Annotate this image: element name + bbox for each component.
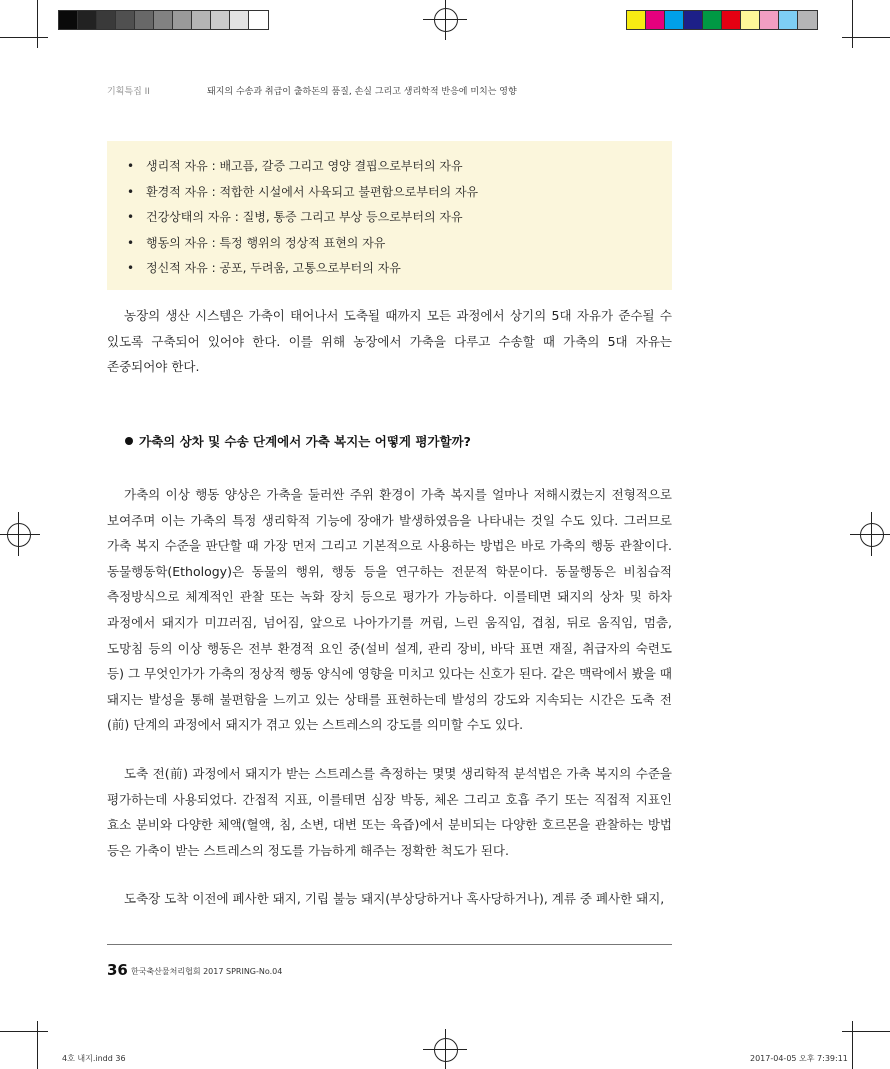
page-number: 36: [107, 961, 128, 979]
bullet-icon: •: [127, 159, 135, 173]
color-swatch: [154, 11, 173, 29]
section-heading: [125, 432, 471, 450]
list-item-text: 생리적 자유 : 배고픔, 갈증 그리고 영양 결핍으로부터의 자유: [146, 159, 463, 173]
color-swatch: [798, 11, 817, 29]
list-item-text: 건강상태의 자유 : 질병, 통증 그리고 부상 등으로부터의 자유: [146, 210, 463, 224]
color-swatch: [59, 11, 78, 29]
color-swatch: [779, 11, 798, 29]
color-swatch: [741, 11, 760, 29]
color-swatch: [665, 11, 684, 29]
bullet-icon: •: [127, 261, 135, 275]
registration-target-top: [434, 8, 458, 32]
color-swatch: [684, 11, 703, 29]
color-swatch: [116, 11, 135, 29]
crop-mark: [0, 1031, 48, 1032]
slug-timestamp: 2017-04-05 오후 7:39:11: [750, 1054, 848, 1063]
color-swatch: [78, 11, 97, 29]
grayscale-color-bar: [58, 10, 269, 30]
color-swatch: [760, 11, 779, 29]
five-freedoms-box: [107, 141, 672, 290]
list-item: [107, 231, 672, 257]
list-item: [107, 180, 672, 206]
color-swatch: [230, 11, 249, 29]
freedoms-list: [107, 141, 672, 282]
footer-divider: [107, 944, 672, 945]
registration-target-right: [860, 523, 884, 547]
paragraph-4: 도축장 도착 이전에 폐사한 돼지, 기립 불능 돼지(부상당하거나 혹사당하거나), 계류 중 폐사한 돼지,: [124, 891, 665, 906]
registration-target-bottom: [434, 1038, 458, 1062]
header-title: 돼지의 수송과 취급이 출하돈의 품질, 손실 그리고 생리학적 반응에 미치는 영향: [207, 87, 517, 97]
color-swatch: [135, 11, 154, 29]
section-heading-text: 가축의 상차 및 수송 단계에서 가축 복지는 어떻게 평가할까?: [139, 434, 471, 449]
paragraph-1: 농장의 생산 시스템은 가축이 태어나서 도축될 때까지 모든 과정에서 상기의 5대 자유가 준수될 수 있도록 구축되어 있어야 한다. 이를 위해 농장에서 가축을 다루고 수송할 때 가축의 5대 자유는 존중되어야 한다.: [107, 308, 672, 375]
header-section: 기획특집 II: [107, 87, 150, 97]
crop-mark: [842, 1031, 890, 1032]
bullet-icon: •: [127, 235, 135, 250]
crop-mark: [852, 1021, 853, 1069]
list-item: [107, 154, 672, 180]
bullet-icon: •: [127, 210, 135, 224]
list-item-text: 행동의 자유 : 특정 행위의 정상적 표현의 자유: [146, 235, 386, 250]
paragraph-3: 도축 전(前) 과정에서 돼지가 받는 스트레스를 측정하는 몇몇 생리학적 분석법은 가축 복지의 수준을 평가하는데 사용되었다. 간접적 지표, 이를테면 심장 박동, 체온 그리고 호흡 주기 또는 직접적 지표인 효소 분비와 다양한 체액(혈액, 침, 소변, 대변 또는 육즙)에서 분비되는 다양한 호르몬을 관찰하는 방법 등은 가축이 받는 스트레스의 정도를 가늠하게 해주는 정확한 척도가 된다.: [107, 766, 672, 858]
publication-name: 한국축산물처리협회 2017 SPRING-No.04: [131, 967, 283, 976]
color-swatch: [646, 11, 665, 29]
slug-file-name: 4호 내지.indd 36: [62, 1054, 126, 1063]
list-item: [107, 256, 672, 282]
crop-mark: [852, 0, 853, 48]
process-color-bar: [626, 10, 818, 30]
color-swatch: [173, 11, 192, 29]
crop-mark: [37, 0, 38, 48]
color-swatch: [192, 11, 211, 29]
list-item-text: 정신적 자유 : 공포, 두려움, 고통으로부터의 자유: [146, 261, 401, 275]
bullet-icon: •: [127, 184, 135, 199]
crop-mark: [842, 37, 890, 38]
paragraph-2: 가축의 이상 행동 양상은 가축을 둘러싼 주위 환경이 가축 복지를 얼마나 저해시켰는지 전형적으로 보여주며 이는 가축의 특정 생리학적 기능에 장애가 발생하였음을 나타내는 것일 수도 있다. 그러므로 가축 복지 수준을 판단할 때 가장 먼저 그리고 기본적으로 사용하는 방법은 바로 가축의 행동 관찰이다. 동물행동학(Ethology)은 동물의 행위, 행동 등을 연구하는 전문적 학문이다. 동물행동은 비침습적 측정방식으로 체계적인 관찰 또는 녹화 장치 등으로 평가가 가능하다. 이를테면 돼지의 상차 및 하차 과정에서 돼지가 미끄러짐, 넘어짐, 앞으로 나아가기를 꺼림, 느린 움직임, 겹침, 뒤로 움직임, 멈춤, 도망침 등의 이상 행동은 전부 환경적 요인 중(설비 설계, 관리 장비, 바닥 표면 재질, 취급자의 숙련도 등) 그 무엇인가가 가축의 정상적 행동 양식에 영향을 미치고 있다는 신호가 된다. 같은 맥락에서 봤을 때 돼지는 발성을 통해 불편함을 느끼고 있는 상태를 표현하는데 발성의 강도와 지속되는 시간은 도축 전(前) 단계의 과정에서 돼지가 겪고 있는 스트레스의 강도를 의미할 수도 있다.: [107, 487, 672, 733]
color-swatch: [211, 11, 230, 29]
heading-bullet-icon: [125, 437, 133, 445]
color-swatch: [627, 11, 646, 29]
crop-mark: [0, 37, 48, 38]
list-item: [107, 205, 672, 231]
color-swatch: [97, 11, 116, 29]
color-swatch: [249, 11, 268, 29]
registration-target-left: [7, 523, 31, 547]
color-swatch: [722, 11, 741, 29]
crop-mark: [37, 1021, 38, 1069]
running-header: [107, 84, 672, 97]
list-item-text: 환경적 자유 : 적합한 시설에서 사육되고 불편함으로부터의 자유: [146, 184, 479, 199]
color-swatch: [703, 11, 722, 29]
